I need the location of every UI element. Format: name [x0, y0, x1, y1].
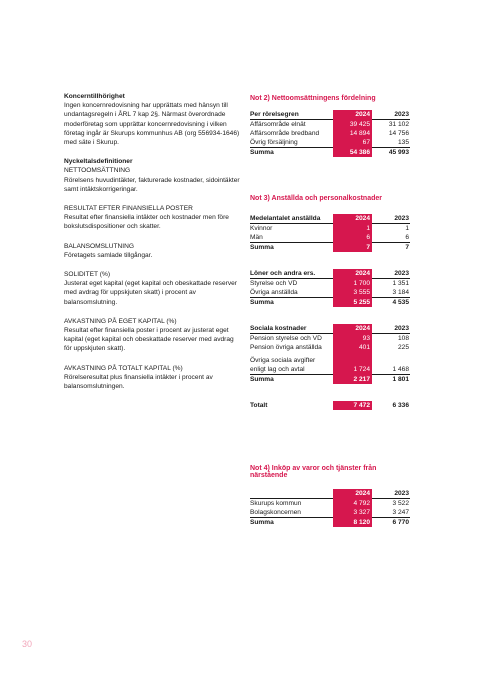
definition-item	[64, 204, 240, 232]
definitions-column	[64, 92, 240, 401]
table-row	[250, 343, 410, 352]
page-number: 30	[22, 639, 33, 649]
total-current: 7 472	[333, 401, 372, 410]
sum-row	[250, 148, 410, 158]
note2-title: Not 2) Nettoomsättningens fördelning	[250, 95, 376, 102]
sum-row	[250, 243, 410, 253]
value-previous: 135	[397, 139, 409, 146]
definition-text: Rörelsens huvudintäkter, fakturerade kostnader, sidointäkter samt intäktskorrigeringar.	[64, 176, 240, 193]
table-row	[250, 224, 410, 234]
value-previous: 1 351	[392, 280, 409, 287]
header-year-current: 2024	[333, 110, 372, 120]
definition-text: Justerat eget kapital (eget kapital och obeskattade reserver med avdrag för uppskjuten skatt) i procent av balansomslutning.	[64, 280, 238, 306]
sum-current: 5 255	[333, 298, 372, 308]
note2-section	[250, 95, 410, 157]
header-year-current: 2024	[333, 269, 372, 279]
total-label: Totalt	[250, 402, 268, 409]
nyckeltal-title: Nyckeltalsdefinitioner	[64, 158, 133, 166]
header-year-current: 2024	[333, 324, 372, 334]
nyckeltal-section	[64, 157, 240, 391]
row-label: Styrelse och VD	[250, 280, 298, 287]
koncern-text: Ingen koncernredovisning har upprättats med hänsyn till undantagsregeln i ÅRL 7 kap 2§. Närmast överordnade moderföretag som upprättar koncernredovisning i vilken företag ingår är Skurups kommunhus AB (org 556934-1646) med säte i Skurup.	[64, 102, 240, 147]
note4-section	[250, 465, 410, 527]
total-previous: 6 336	[392, 402, 409, 409]
row-label: Kvinnor	[250, 225, 273, 232]
header-label: Sociala kostnader	[250, 324, 333, 334]
value-previous: 31 102	[388, 121, 409, 128]
table-row	[250, 356, 410, 365]
value-previous: 6	[405, 234, 409, 241]
social-costs-table	[250, 324, 410, 384]
value-current: 6	[333, 233, 372, 243]
header-label	[250, 489, 333, 499]
table-header-row	[250, 214, 410, 224]
sum-previous: 7	[372, 243, 410, 253]
table-header-row	[250, 110, 410, 120]
value-current: 3 555	[333, 288, 372, 298]
value-previous: 1 468	[392, 366, 409, 373]
header-year-previous: 2023	[372, 324, 410, 334]
value-current: 14 894	[333, 129, 372, 138]
header-year-current: 2024	[333, 214, 372, 224]
table-row	[250, 288, 410, 298]
row-label: Skurups kommun	[250, 500, 302, 507]
sum-previous: 6 770	[372, 518, 410, 528]
row-label: Affärsområde elnät	[250, 121, 306, 128]
value-previous: 1	[405, 225, 409, 232]
definition-item	[64, 317, 240, 354]
sum-current: 7	[333, 243, 372, 253]
note4-table	[250, 489, 410, 527]
table-row	[250, 334, 410, 344]
sum-previous: 1 801	[372, 375, 410, 385]
table-header-row	[250, 269, 410, 279]
value-current: 4 792	[333, 499, 372, 509]
sum-row	[250, 375, 410, 385]
row-label: enligt lag och avtal	[250, 366, 305, 373]
table-row	[250, 138, 410, 148]
header-label: Löner och andra ers.	[250, 269, 333, 279]
sum-current: 2 217	[333, 375, 372, 385]
value-current: 93	[333, 334, 372, 344]
header-year-previous: 2023	[372, 110, 410, 120]
note2-table	[250, 110, 410, 157]
definition-term: SOLIDITET (%)	[64, 271, 111, 279]
value-current: 401	[333, 343, 372, 352]
definition-item	[64, 364, 240, 392]
header-year-current: 2024	[333, 489, 372, 499]
value-previous: 3 184	[392, 289, 409, 296]
value-current: 1 700	[333, 279, 372, 289]
sum-label: Summa	[250, 375, 333, 385]
koncern-section	[64, 92, 240, 147]
definition-item	[64, 270, 240, 307]
sum-label: Summa	[250, 518, 333, 528]
header-year-previous: 2023	[372, 269, 410, 279]
table-row	[250, 499, 410, 509]
row-label: Affärsområde bredband	[250, 130, 320, 137]
table-row	[250, 120, 410, 130]
sum-previous: 45 993	[372, 148, 410, 158]
employees-table	[250, 214, 410, 252]
row-label: Övrig försäljning	[250, 139, 298, 146]
note3-section	[250, 195, 410, 410]
row-label: Pension övriga anställda	[250, 344, 322, 351]
sum-current: 54 386	[333, 148, 372, 158]
sum-label: Summa	[250, 298, 333, 308]
value-current: 1 724	[333, 365, 372, 375]
note4-title: Not 4) Inköp av varor och tjänster från närstående	[250, 465, 377, 479]
table-row	[250, 508, 410, 518]
definition-item	[64, 242, 240, 260]
value-previous: 3 522	[392, 500, 409, 507]
value-previous	[372, 356, 410, 365]
salaries-table	[250, 269, 410, 307]
note3-title: Not 3) Anställda och personalkostnader	[250, 195, 382, 202]
definition-text: Företagets samlade tillgångar.	[64, 251, 153, 259]
definition-item	[64, 166, 240, 194]
row-label: Män	[250, 234, 263, 241]
header-year-previous: 2023	[372, 214, 410, 224]
definition-term: NETTOOMSÄTTNING	[64, 167, 131, 175]
header-label: Medelantalet anställda	[250, 214, 333, 224]
definition-text: Resultat efter finansiella intäkter och kostnader men före bokslutsdispositioner och skatter.	[64, 214, 229, 231]
sum-label: Summa	[250, 243, 333, 253]
value-current: 3 327	[333, 508, 372, 518]
row-label: Övriga anställda	[250, 289, 298, 296]
sum-label: Summa	[250, 148, 333, 158]
table-row	[250, 233, 410, 243]
definition-term: AVKASTNING PÅ EGET KAPITAL (%)	[64, 317, 177, 325]
koncern-title: Koncerntillhörighet	[64, 93, 125, 100]
row-label: Övriga sociala avgifter	[250, 357, 316, 364]
sum-current: 8 120	[333, 518, 372, 528]
table-header-row	[250, 489, 410, 499]
table-header-row	[250, 324, 410, 334]
table-row	[250, 279, 410, 289]
value-current	[333, 356, 372, 365]
row-label: Bolagskoncernen	[250, 509, 301, 516]
definition-text: Rörelseresultat plus finansiella intäkter i procent av balansomslutningen.	[64, 373, 213, 391]
value-previous: 3 247	[392, 509, 409, 516]
row-label: Pension styrelse och VD	[250, 335, 322, 342]
definition-text: Resultat efter finansiella poster i procent av justerat eget kapital (eget kapital och obeskattade reserver med avdrag för uppskjuten skatt).	[64, 327, 234, 353]
total-table	[250, 401, 410, 410]
header-year-previous: 2023	[372, 489, 410, 499]
sum-row	[250, 298, 410, 308]
header-label: Per rörelsegren	[250, 110, 333, 120]
sum-previous: 4 535	[372, 298, 410, 308]
value-previous: 108	[397, 335, 409, 342]
sum-row	[250, 518, 410, 528]
value-previous: 14 756	[388, 130, 409, 137]
value-current: 39 425	[333, 120, 372, 130]
total-row	[250, 401, 410, 410]
definition-term: RESULTAT EFTER FINANSIELLA POSTER	[64, 205, 193, 213]
definition-term: AVKASTNING PÅ TOTALT KAPITAL (%)	[64, 364, 183, 372]
value-current: 67	[333, 138, 372, 148]
definition-term: BALANSOMSLUTNING	[64, 242, 134, 250]
table-row	[250, 365, 410, 375]
value-previous: 225	[397, 344, 409, 351]
value-current: 1	[333, 224, 372, 234]
table-row	[250, 129, 410, 138]
